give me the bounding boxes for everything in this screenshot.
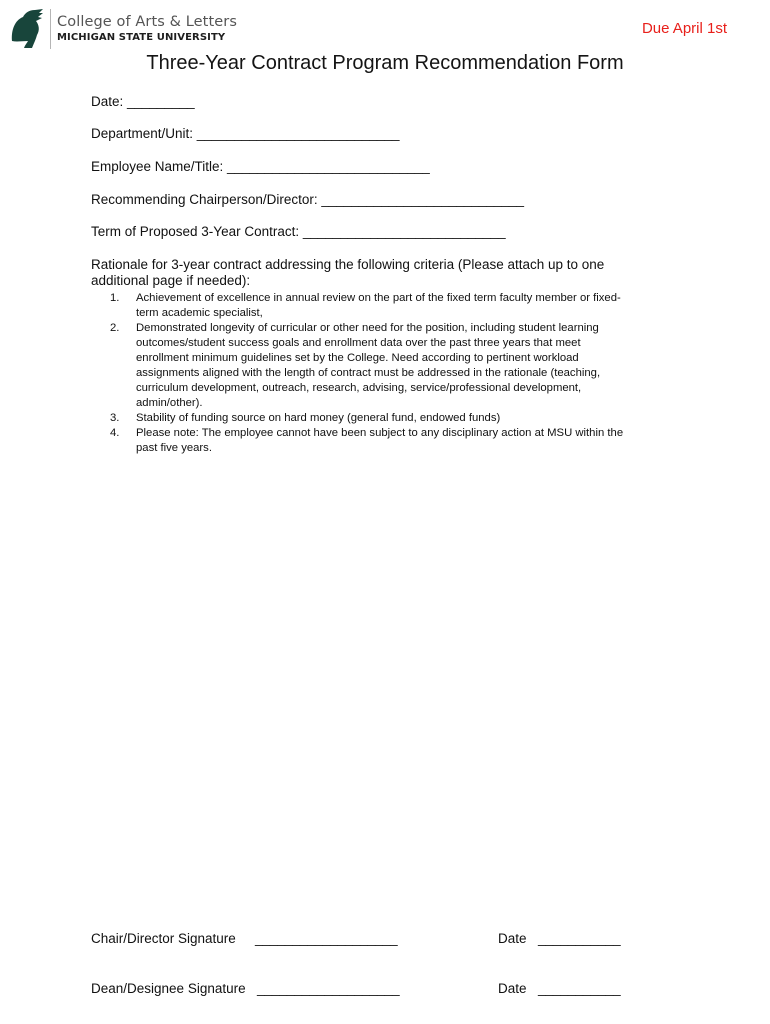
criteria-line: past five years. (136, 442, 212, 454)
criteria-number: 3. (110, 412, 120, 424)
criteria-item (110, 291, 690, 321)
spartan-helmet-icon (8, 8, 44, 50)
chair-signature-line: ___________________ (255, 931, 398, 946)
dean-signature-label: Dean/Designee Signature (91, 981, 246, 996)
criteria-line: outcomes/student success goals and enrollment data over the past three years that meet (136, 337, 581, 349)
due-notice: Due April 1st (641, 20, 727, 37)
criteria-line: admin/other). (136, 397, 203, 409)
criteria-text (136, 426, 690, 456)
criteria-text (136, 321, 690, 411)
criteria-item (110, 321, 690, 411)
criteria-line: Achievement of excellence in annual review on the part of the fixed term faculty member or fixed- (136, 292, 621, 304)
criteria-item (110, 426, 690, 456)
date-field: Date: _________ (91, 94, 195, 109)
header (8, 6, 237, 52)
criteria-number: 1. (110, 292, 120, 304)
criteria-list (110, 291, 690, 456)
criteria-line: enrollment minimum guidelines set by the College. Need according to pertinent workload (136, 352, 579, 364)
criteria-line: term academic specialist, (136, 307, 263, 319)
criteria-number: 2. (110, 322, 120, 334)
rationale-intro-line: additional page if needed): (91, 273, 251, 288)
employee-field: Employee Name/Title: ___________________________ (91, 159, 430, 174)
criteria-line: Please note: The employee cannot have been subject to any disciplinary action at MSU within the (136, 427, 624, 439)
rationale-intro-line: Rationale for 3-year contract addressing the following criteria (Please attach up to one (91, 257, 605, 272)
chair-signature-label: Chair/Director Signature (91, 931, 236, 946)
criteria-line: Demonstrated longevity of curricular or other need for the position, including student learning (136, 322, 599, 334)
chair-date-line: ___________ (538, 931, 621, 946)
criteria-line: Stability of funding source on hard money (general fund, endowed funds) (136, 412, 501, 424)
criteria-text (136, 411, 690, 426)
criteria-number: 4. (110, 427, 120, 439)
department-field: Department/Unit: ___________________________ (91, 126, 400, 141)
criteria-text (136, 291, 690, 321)
university-name: MICHIGAN STATE UNIVERSITY (57, 31, 226, 43)
logo-wordmark (57, 15, 237, 43)
dean-date-line: ___________ (538, 981, 621, 996)
chair-date-label: Date (498, 931, 527, 946)
college-name: College of Arts & Letters (57, 14, 237, 31)
criteria-item (110, 411, 690, 426)
dean-date-label: Date (498, 981, 527, 996)
contract-term-field: Term of Proposed 3-Year Contract: ___________________________ (91, 224, 506, 239)
criteria-line: assignments aligned with the length of contract must be addressed in the rationale (teaching, (136, 367, 601, 379)
rationale-intro (91, 257, 651, 289)
dean-signature-line: ___________________ (257, 981, 400, 996)
logo-divider (50, 9, 51, 49)
page-title: Three-Year Contract Program Recommendation Form (146, 52, 624, 74)
criteria-line: curriculum development, outreach, research, advising, service/professional development, (136, 382, 582, 394)
chairperson-field: Recommending Chairperson/Director: ___________________________ (91, 192, 525, 207)
